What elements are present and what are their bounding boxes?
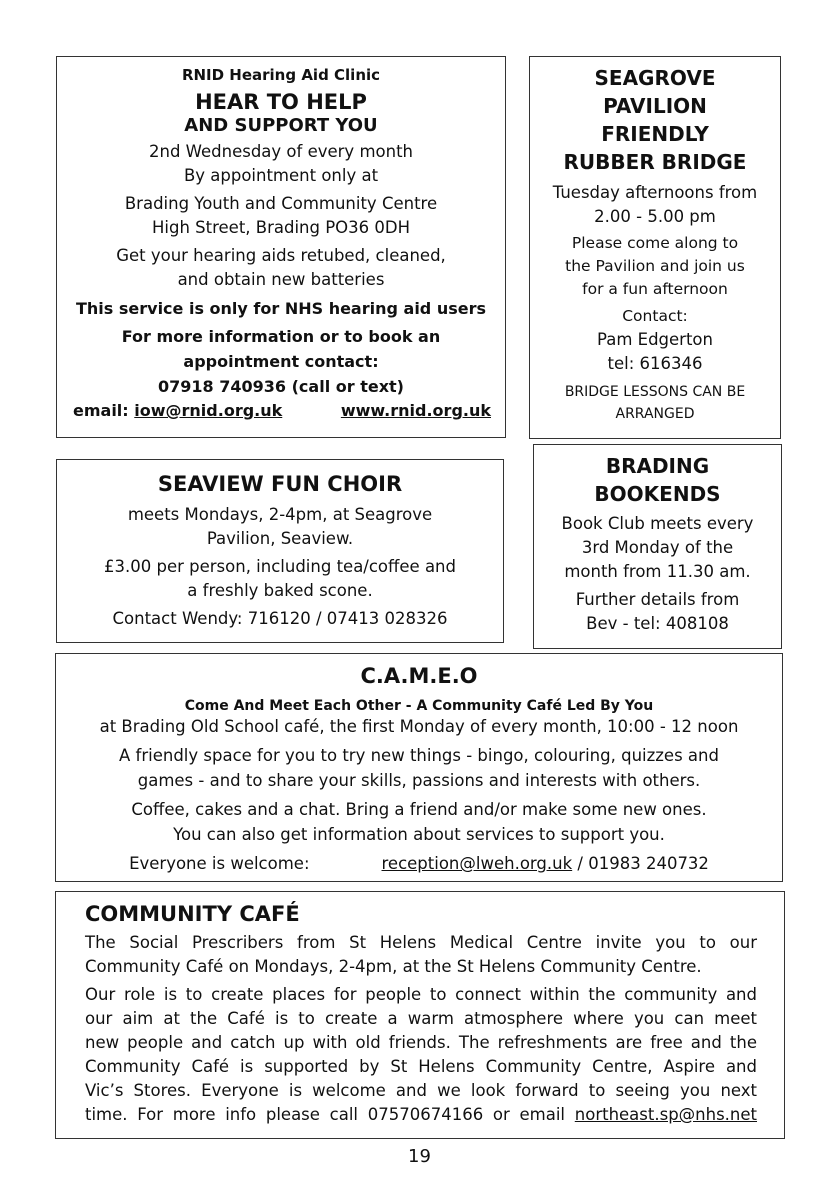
cameo-title: C.A.M.E.O bbox=[360, 664, 478, 688]
seagrove-lessons-1: BRIDGE LESSONS CAN BE bbox=[564, 384, 746, 400]
rnid-venue-2: High Street, Brading PO36 0DH bbox=[151, 218, 411, 237]
cafe-title: COMMUNITY CAFÉ bbox=[85, 902, 300, 926]
rnid-services-2: and obtain new batteries bbox=[177, 270, 385, 289]
cafe-body-4: Community Café is supported by St Helens Community Centre, Aspire and bbox=[85, 1057, 757, 1076]
bookends-meets-2: 3rd Monday of the bbox=[581, 538, 734, 557]
seagrove-bridge-box bbox=[529, 56, 781, 439]
rnid-contact-row bbox=[57, 399, 505, 423]
choir-price-2: a freshly baked scone. bbox=[187, 581, 373, 600]
brading-bookends-box bbox=[533, 444, 782, 649]
rnid-venue-1: Brading Youth and Community Centre bbox=[124, 194, 438, 213]
seagrove-contact-name: Pam Edgerton bbox=[597, 330, 713, 349]
cafe-intro bbox=[85, 931, 757, 979]
cafe-last-text: time. For more info please call 07570674166 or email bbox=[85, 1105, 566, 1124]
cameo-welcome: Everyone is welcome: bbox=[129, 854, 310, 873]
community-cafe-box bbox=[55, 891, 785, 1139]
cafe-body-1: Our role is to create places for people to connect within the community and bbox=[85, 985, 757, 1004]
seagrove-title-3: FRIENDLY bbox=[601, 122, 709, 146]
bookends-title-2: BOOKENDS bbox=[594, 482, 721, 506]
cameo-coffee-1: Coffee, cakes and a chat. Bring a friend and/or make some new ones. bbox=[131, 800, 707, 819]
choir-title: SEAVIEW FUN CHOIR bbox=[157, 472, 403, 496]
cameo-space-2: games - and to share your skills, passions and interests with others. bbox=[137, 771, 701, 790]
rnid-info-1: For more information or to book an bbox=[121, 327, 441, 346]
choir-price-1: £3.00 per person, including tea/coffee and bbox=[104, 557, 456, 576]
seagrove-invite-1: Please come along to bbox=[571, 234, 739, 252]
seagrove-contact-label: Contact: bbox=[622, 307, 688, 325]
seagrove-title-2: PAVILION bbox=[603, 94, 707, 118]
cafe-last-line bbox=[85, 1103, 757, 1127]
rnid-nhs-note: This service is only for NHS hearing aid users bbox=[75, 299, 486, 318]
cafe-body-3: new people and catch up with old friends. The refreshments are free and the bbox=[85, 1033, 757, 1052]
rnid-phone: 07918 740936 (call or text) bbox=[158, 377, 404, 396]
rnid-website-link[interactable]: www.rnid.org.uk bbox=[340, 401, 491, 420]
rnid-email-link[interactable]: iow@rnid.org.uk bbox=[134, 401, 283, 420]
cameo-phone: / 01983 240732 bbox=[577, 854, 709, 873]
cafe-intro-1: The Social Prescribers from St Helens Medical Centre invite you to our bbox=[85, 933, 757, 952]
seagrove-title-4: RUBBER BRIDGE bbox=[563, 150, 747, 174]
seagrove-lessons-2: ARRANGED bbox=[615, 406, 695, 422]
seagrove-title-1: SEAGROVE bbox=[594, 66, 716, 90]
seaview-choir-box bbox=[56, 459, 504, 643]
rnid-title: HEAR TO HELP bbox=[195, 90, 367, 114]
rnid-org: RNID Hearing Aid Clinic bbox=[181, 66, 381, 84]
cameo-box bbox=[55, 653, 783, 882]
cafe-email-link[interactable]: northeast.sp@nhs.net bbox=[574, 1105, 758, 1124]
cameo-contact-row bbox=[56, 851, 782, 876]
rnid-hearing-clinic-box bbox=[56, 56, 506, 438]
bookends-details-1: Further details from bbox=[575, 590, 740, 609]
bookends-details-2: Bev - tel: 408108 bbox=[586, 614, 729, 633]
rnid-schedule-1: 2nd Wednesday of every month bbox=[148, 142, 413, 161]
seagrove-times-2: 2.00 - 5.00 pm bbox=[594, 207, 716, 226]
bookends-meets-3: month from 11.30 am. bbox=[564, 562, 751, 581]
seagrove-invite-2: the Pavilion and join us bbox=[565, 257, 745, 275]
bookends-title-1: BRADING bbox=[605, 454, 710, 478]
choir-meets-2: Pavilion, Seaview. bbox=[206, 529, 354, 548]
cameo-when: at Brading Old School café, the first Monday of every month, 10:00 - 12 noon bbox=[99, 717, 739, 736]
seagrove-times-1: Tuesday afternoons from bbox=[552, 183, 758, 202]
rnid-services-1: Get your hearing aids retubed, cleaned, bbox=[116, 246, 446, 265]
rnid-email-label: email: bbox=[73, 401, 129, 420]
rnid-email-group bbox=[73, 399, 282, 423]
rnid-info-2: appointment contact: bbox=[183, 352, 379, 371]
seagrove-invite-3: for a fun afternoon bbox=[582, 280, 728, 298]
choir-meets-1: meets Mondays, 2-4pm, at Seagrove bbox=[127, 505, 433, 524]
cafe-intro-2: Community Café on Mondays, 2-4pm, at the St Helens Community Centre. bbox=[85, 957, 702, 976]
cameo-subtitle: Come And Meet Each Other - A Community Café Led By You bbox=[184, 698, 654, 714]
cafe-body bbox=[85, 983, 757, 1127]
page-number: 19 bbox=[408, 1146, 431, 1167]
cameo-email-link[interactable]: reception@lweh.org.uk bbox=[381, 854, 573, 873]
cameo-coffee-2: You can also get information about services to support you. bbox=[173, 825, 665, 844]
rnid-subtitle: AND SUPPORT YOU bbox=[184, 115, 378, 136]
cafe-body-5: Vic’s Stores. Everyone is welcome and we look forward to seeing you next bbox=[85, 1081, 757, 1100]
cafe-body-2: our aim at the Café is to create a warm atmosphere where you can meet bbox=[85, 1009, 757, 1028]
rnid-schedule-2: By appointment only at bbox=[183, 166, 379, 185]
bookends-meets-1: Book Club meets every bbox=[561, 514, 754, 533]
cameo-space-1: A friendly space for you to try new things - bingo, colouring, quizzes and bbox=[119, 746, 719, 765]
choir-contact: Contact Wendy: 716120 / 07413 028326 bbox=[112, 609, 448, 628]
seagrove-contact-tel: tel: 616346 bbox=[607, 354, 703, 373]
